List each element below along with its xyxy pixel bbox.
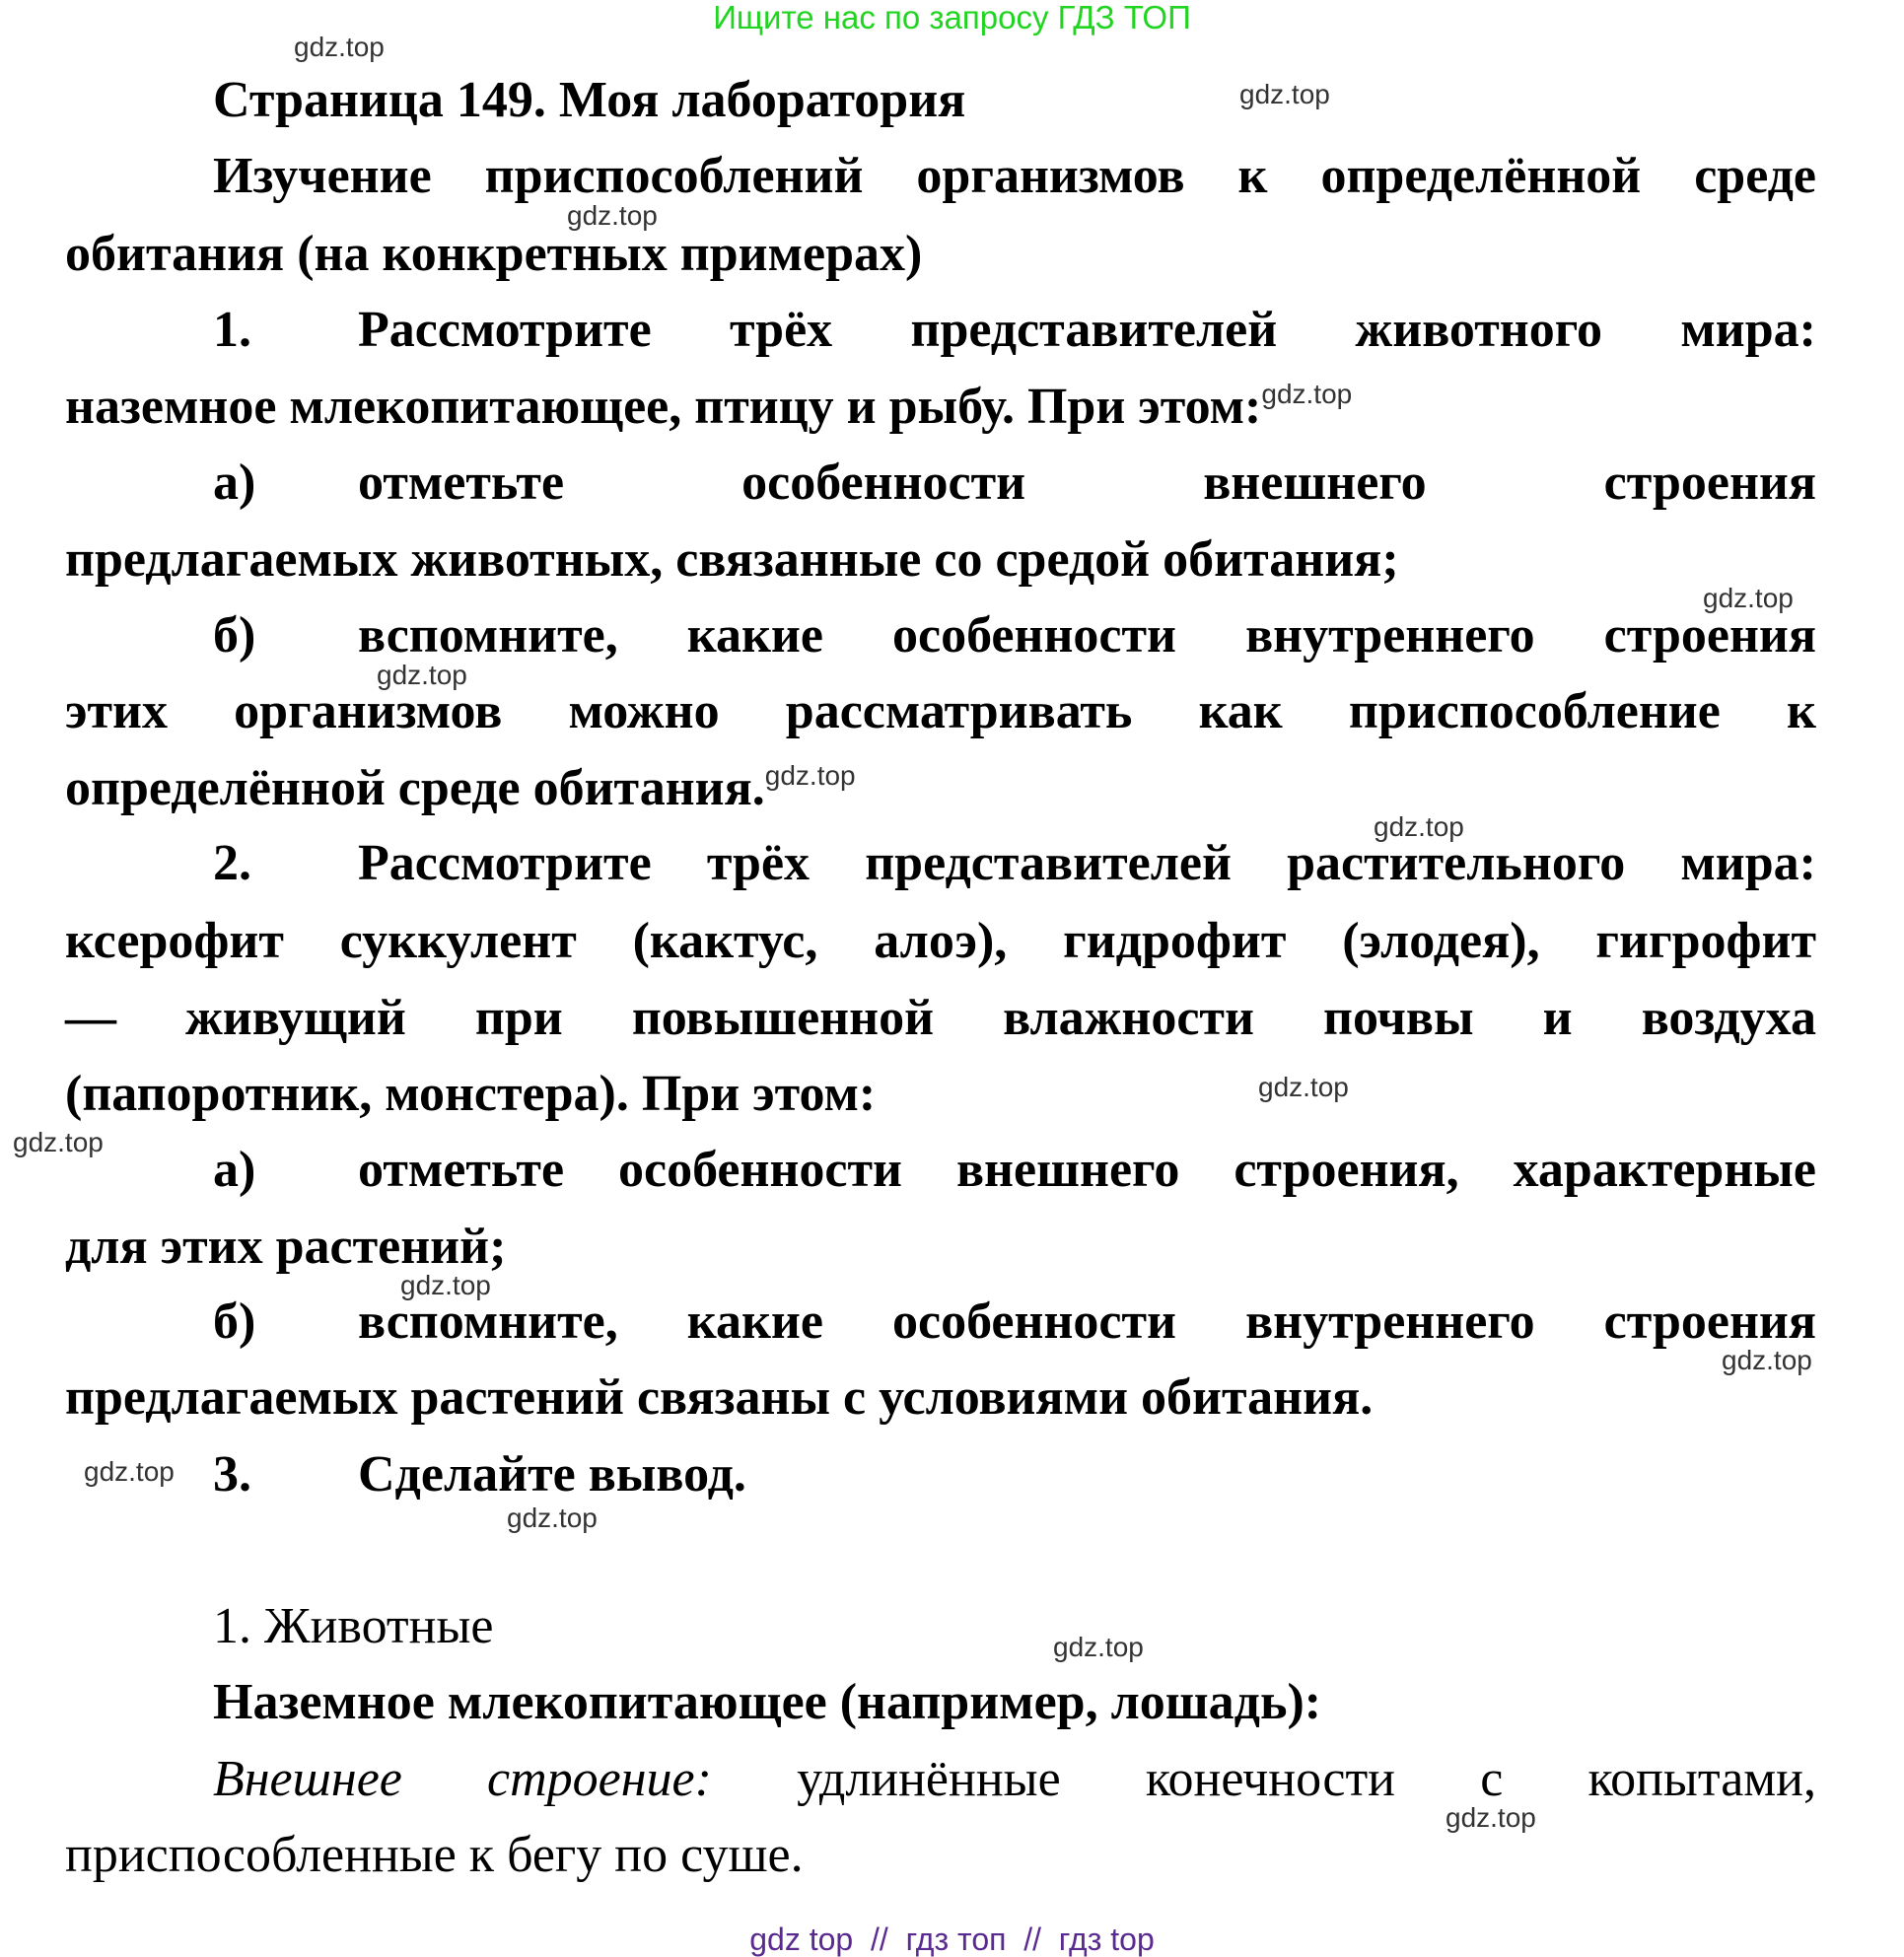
task-line-text: отметьте особенности внешнего строения, характерные (358, 1142, 1816, 1198)
task-line-text: (папоротник, монстера). При этом: (65, 1066, 877, 1122)
watermark: gdz.top (294, 32, 385, 62)
task-line-text: предлагаемых животных, связанные со средой обитания; (65, 531, 1399, 588)
watermark: gdz.top (377, 660, 467, 690)
watermark: gdz.top (567, 200, 658, 231)
task-line-text: вспомните, какие особенности внутреннего строения (358, 607, 1816, 664)
answer-subheading: Наземное млекопитающее (например, лошадь): (213, 1674, 1322, 1730)
task-line (358, 454, 1816, 511)
task-line-text: отметьте особенности внешнего строения (358, 454, 1816, 511)
task-line-text: ксерофит суккулент (кактус, алоэ), гидрофит (элодея), гигрофит (65, 913, 1816, 969)
answer-line-2: приспособленные к бегу по суше. (65, 1827, 804, 1883)
task-line-text: этих организмов можно рассматривать как приспособление к (65, 683, 1816, 739)
task-line (65, 913, 1816, 969)
watermark: gdz.top (507, 1503, 598, 1533)
watermark: gdz.top (84, 1456, 175, 1487)
term-label: Внешнее строение: (213, 1751, 712, 1807)
task-line (358, 1446, 746, 1503)
task-label: 2. (213, 835, 251, 891)
task-line-text: — живущий при повышенной влажности почвы и воздуха (65, 990, 1816, 1046)
task-line (65, 760, 856, 816)
task-line-text: вспомните, какие особенности внутреннего строения (358, 1293, 1816, 1350)
heading-line-1: Изучение приспособлений организмов к определённой среде (213, 148, 1816, 204)
task-label: а) (213, 454, 256, 511)
search-banner: Ищите нас по запросу ГДЗ ТОП (713, 0, 1191, 35)
task-line-text: предлагаемых растений связаны с условиями обитания. (65, 1369, 1374, 1426)
task-line (65, 379, 1353, 435)
task-line (358, 607, 1816, 664)
answer-section-title: 1. Животные (213, 1598, 494, 1654)
task-line (358, 835, 1816, 891)
task-line-text: для этих растений; (65, 1219, 507, 1275)
task-line-text: Рассмотрите трёх представителей растительного мира: (358, 835, 1816, 891)
task-line (65, 1066, 877, 1122)
task-line (358, 302, 1816, 358)
answer-text: удлинённые конечности с копытами, (797, 1751, 1817, 1807)
footer-watermark: gdz top // гдз топ // гдз top (749, 1922, 1155, 1957)
watermark: gdz.top (13, 1127, 104, 1157)
answer-line-1 (213, 1751, 1817, 1807)
task-line (65, 683, 1816, 739)
watermark: gdz.top (1722, 1345, 1812, 1375)
watermark: gdz.top (1239, 79, 1330, 109)
task-line (65, 990, 1816, 1046)
watermark: gdz.top (1374, 811, 1464, 842)
task-line (65, 1369, 1374, 1426)
watermark: gdz.top (1703, 583, 1794, 613)
task-line (65, 1219, 507, 1275)
task-line-text: Рассмотрите трёх представителей животного мира: (358, 302, 1816, 358)
watermark: gdz.top (1258, 1072, 1349, 1102)
page-title: Страница 149. Моя лаборатория (213, 72, 966, 128)
task-label: 1. (213, 302, 251, 358)
task-line (65, 531, 1399, 588)
watermark: gdz.top (400, 1270, 491, 1300)
task-label: 3. (213, 1446, 251, 1503)
task-label: б) (213, 1293, 256, 1350)
watermark: gdz.top (1053, 1632, 1144, 1662)
task-line (358, 1142, 1816, 1198)
watermark: gdz.top (1446, 1802, 1536, 1833)
heading-line-2: обитания (на конкретных примерах) (65, 226, 923, 282)
watermark: gdz.top (764, 760, 856, 791)
task-line-text: определённой среде обитания. (65, 760, 765, 816)
task-label: а) (213, 1142, 256, 1198)
task-line (358, 1293, 1816, 1350)
task-line-text: Сделайте вывод. (358, 1446, 746, 1503)
watermark: gdz.top (1261, 379, 1353, 409)
task-line-text: наземное млекопитающее, птицу и рыбу. При этом: (65, 379, 1262, 435)
task-label: б) (213, 607, 256, 664)
